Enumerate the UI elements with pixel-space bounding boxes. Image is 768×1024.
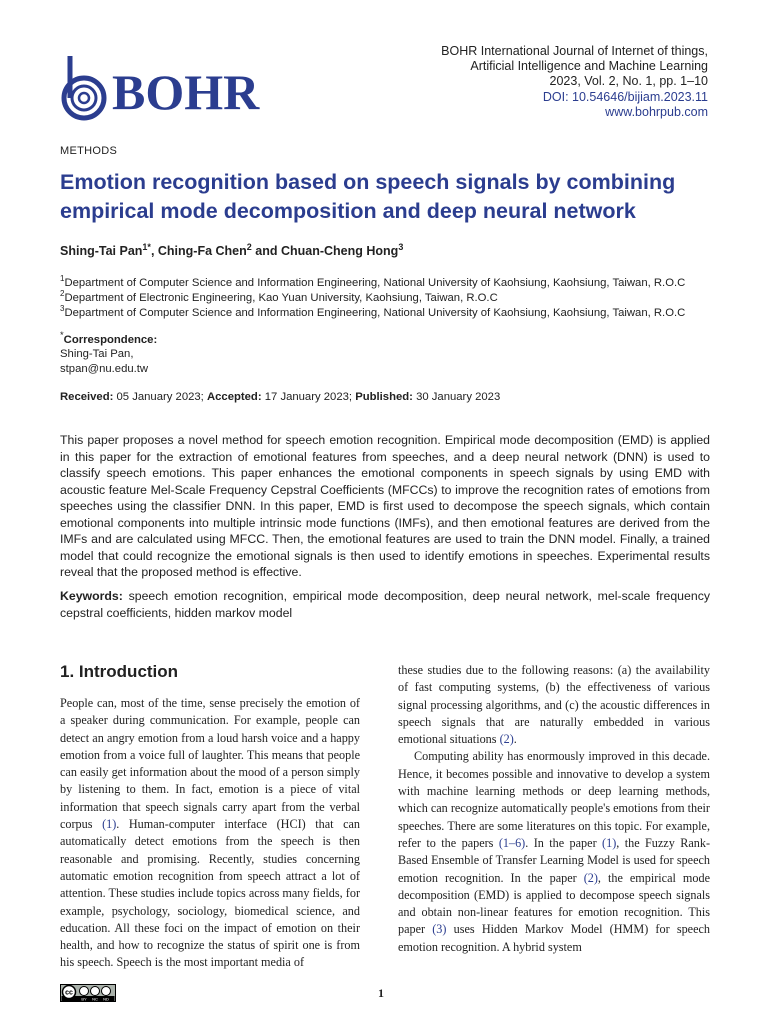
text-run: . — [513, 732, 517, 747]
author-sup: 2 — [246, 242, 252, 252]
received-label: Received: — [60, 391, 114, 403]
correspondence — [60, 328, 157, 376]
paragraph — [60, 695, 360, 972]
paragraph — [398, 748, 710, 956]
author-name: Chuan-Cheng Hong — [280, 244, 399, 259]
text-run: . In the paper — [525, 835, 603, 850]
abstract: This paper proposes a novel method for speech emotion recognition. Empirical mode decomposition (EMD) is applied in this paper for the extraction of emotional features from speeches, and a deep neural network (DNN) is used to classify speech emotions. This paper enhances the emotional components in speech signals by using EMD with acoustic feature Mel-Scale Frequency Cepstral Coefficients (MFCCs) to improve the recognition rates of emotions from speeches using the classifier DNN. In this paper, EMD is first used to decompose the speech signals, which contain emotional components into multiple intrinsic mode functions (IMFs), and then emotional features are derived from the IMFs and are calculated using MFCC. Then, the emotional features are used to train the DNN model. Finally, a trained model that could recognize the emotional signals is then used to identify emotions in speeches. Experimental results reveal that the proposed method is effective. — [60, 433, 710, 579]
svg-text:cc: cc — [65, 989, 73, 997]
publication-dates — [60, 391, 500, 403]
cc-license-icon — [60, 984, 116, 1002]
affiliation-num: 1 — [60, 274, 65, 283]
author-name: Shing-Tai Pan — [60, 244, 143, 259]
paper-title: Emotion recognition based on speech signals by combining empirical mode decomposition and deep neural network — [60, 170, 676, 223]
author-list — [60, 242, 403, 258]
affiliation-num: 3 — [60, 304, 65, 313]
keywords — [60, 588, 710, 621]
text-run: Computing ability has enormously improved in this decade. Hence, it becomes possible and innovative to develop a system with machine learning methods or deep learning methods, which can recognize automatically people's emotions from their speeches. There are some literatures on this topic. For example, refer to the papers — [398, 749, 710, 850]
corr-sup: * — [60, 329, 64, 340]
published-date: 30 January 2023 — [416, 391, 501, 403]
paragraph — [398, 662, 710, 748]
citation-link[interactable]: (1) — [602, 835, 617, 850]
journal-volume: 2023, Vol. 2, No. 1, pp. 1–10 — [549, 74, 708, 89]
text-run: . Human-computer interface (HCI) that can automatically detect emotions from the speech is then reasonable and promising. Recently, studies concerning automatic emotion recognition from speech attract a lot of attention. These studies include topics across many fields, for example, psychology, sociology, biomedical science, and education. All these foci on the impact of emotion on their health, and how to recognize the status of spirit one is from his speech. Speech is the most important media of — [60, 817, 360, 970]
text-run: , the empirical mode decomposition (EMD) is applied to decompose speech signals and obtain non-linear features for emotion recognition. This paper — [398, 870, 710, 937]
citation-link[interactable]: (1) — [102, 817, 117, 832]
received-date: 05 January 2023; — [116, 391, 204, 403]
author-sup: 3 — [398, 242, 404, 252]
affiliation-3 — [60, 304, 760, 319]
svg-text:ND: ND — [103, 996, 109, 1002]
svg-text:NC: NC — [92, 996, 98, 1002]
author-sup: 1* — [142, 242, 151, 252]
affiliation-text: Department of Computer Science and Information Engineering, National University of Kaohsiung, Kaohsiung, Taiwan, R.O.C — [64, 306, 686, 319]
author-sep: and — [251, 244, 281, 259]
doi-link[interactable]: DOI: 10.54646/bijiam.2023.11 — [542, 89, 708, 104]
affiliation-text: Department of Electronic Engineering, Kao Yuan University, Kaohsiung, Taiwan, R.O.C — [64, 291, 498, 304]
corr-label: Correspondence: — [63, 333, 158, 346]
logo-text: BOHR — [112, 64, 260, 120]
text-run: , the Fuzzy Rank-Based Ensemble of Transfer Learning Model is used for speech emotion recognition. In the paper — [398, 835, 711, 885]
accepted-date: 17 January 2023; — [264, 391, 353, 403]
section-heading-introduction: 1. Introduction — [60, 662, 179, 681]
keywords-label: Keywords: — [60, 589, 123, 603]
text-run: these studies due to the following reasons: (a) the availability of fast computing systems, (b) the effectiveness of various signal processing algorithms, and (c) the acoustic differences in speech signals that are naturally embedded in various emotional situations — [398, 663, 710, 747]
journal-info — [441, 44, 708, 120]
website-link[interactable]: www.bohrpub.com — [605, 104, 708, 119]
text-run: People can, most of the time, sense precisely the emotion of a speaker during communication. For example, people can detect an angry emotion from a loud harsh voice and a happy emotion from a voice full of laughter. This means that people can easily get information about the mood of a person simply by listening to them. In fact, emotion is a piece of vital information that speech signals carry apart from the verbal corpus — [60, 696, 360, 832]
journal-name-line2: Artificial Intelligence and Machine Learning — [470, 59, 708, 74]
svg-text:BY: BY — [81, 996, 87, 1002]
citation-link[interactable]: (1–6) — [498, 835, 526, 850]
corr-email[interactable]: stpan@nu.edu.tw — [60, 362, 149, 375]
affiliation-2 — [60, 289, 760, 304]
affiliation-1 — [60, 274, 760, 289]
body-left-column — [60, 695, 360, 972]
published-label: Published: — [355, 391, 413, 403]
journal-name-line1: BOHR International Journal of Internet of things, — [441, 44, 708, 58]
text-run: uses Hidden Markov Model (HMM) for speech emotion recognition. A hybrid system — [398, 922, 710, 954]
corr-name: Shing-Tai Pan, — [60, 348, 134, 361]
page-number: 1 — [378, 986, 384, 1000]
affiliation-text: Department of Computer Science and Information Engineering, National University of Kaohsiung, Kaohsiung, Taiwan, R.O.C — [64, 276, 686, 289]
accepted-label: Accepted: — [206, 391, 262, 403]
keywords-text: speech emotion recognition, empirical mode decomposition, deep neural network, mel-scale frequency cepstral coefficients, hidden markov model — [60, 589, 710, 620]
citation-link[interactable]: (2) — [583, 870, 598, 885]
citation-link[interactable]: (2) — [499, 732, 514, 747]
affiliation-num: 2 — [60, 289, 65, 298]
author-name: Ching-Fa Chen — [157, 244, 247, 259]
section-label: METHODS — [60, 145, 118, 157]
author-sep: , — [150, 244, 158, 259]
body-right-column — [398, 662, 710, 956]
citation-link[interactable]: (3) — [432, 922, 447, 937]
